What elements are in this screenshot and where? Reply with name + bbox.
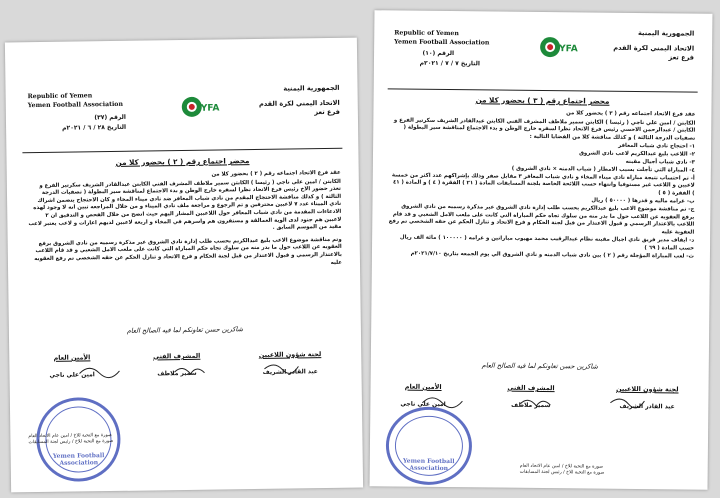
signature-secretary: الأمين العام امين علي ناجي	[49, 353, 95, 379]
handwritten-signatures-icon	[69, 358, 309, 379]
handwritten-signatures-icon	[410, 391, 660, 412]
body-paragraph: عقد فرع الاتحاد اجتماعه رقم ( ٢ ) بحضور كلا من	[211, 169, 341, 178]
reference-number: الرقم (١٠)	[422, 49, 455, 58]
signature-committee: لجنة شؤون اللاعبين عبد القادر الشريف	[258, 350, 322, 376]
document-body	[27, 170, 342, 272]
document-title: محضر اجتماع رقم ( ٣ ) بحضور كلا من	[475, 95, 610, 106]
document-title: محضر اجتماع رقم ( ٢ ) بحضور كلا من	[115, 156, 250, 167]
document-date: التاريخ ٧ / ٧ / ٢٠٢١م	[419, 59, 480, 68]
signature-secretary: الأمين العام امين علي ناجي	[400, 382, 446, 409]
svg-text:YFA: YFA	[559, 44, 578, 55]
body-paragraph: وتم مناقشة موضوع الاعب بليغ عبدالكريم بحسب طلب إدارة نادي الشروق عبر مذكرة رسميه من نادي الشروق برفع العقوبه عن اللاعب حول ما بدر منه من سلوك تجاه حكم المباراة التي كانت على ملعب الامل الشعبي و قد قام اللاعب بالاعتذار الرسمي و قبول الاعتذار من قبل لجنة الحكام و فرع الاتحاد و تنازل الحكم عن حقه الشخصي تم رفع العقوبه عليه	[34, 236, 343, 266]
list-item: ٤- المباراة التي تأجلت بسبب الامطار ( شباب الدمنه × نادي الشروق )	[511, 165, 695, 174]
signature-committee: لجنة شؤون اللاعبين عبد القادر الشريف	[616, 384, 679, 411]
body-paragraph: الكابتن / امين علي ناجي ( رئيسا ) الكابتن سمير ملاطف المشرف الفني الكابتن عبدالقادر الشريف سكرتير الفرع و الكابتن / عبدالرحمن الاحسي رئيس فرع الاتحاد نظرا لسفره خارج الوطن و بدء الاجتماع لمناقشة سير البطولة ( تصفيات الدرجة الثالثة ) و كذلك مناقشة كلا من القضايا التالية :	[393, 117, 696, 142]
signature-technical: المشرف الفني سمير ملاطف	[153, 351, 201, 378]
arabic-header: الجمهورية اليمنية الاتحاد اليمني لكرة القدم فرع تعز	[613, 29, 695, 62]
document-date: التاريخ ٢٨ / ٦ / ٢٠٢١م	[62, 123, 127, 132]
list-item: د- ايقاف مدير فريق نادي اجيال مقبنه نظام عبدالرقيب محمد مهيوب مباراتين و غرامه ( ١٠٠٠٠٠ ) مائة الف ريال حسب المادة ( ٦٩ )	[399, 234, 695, 252]
arabic-header: الجمهورية اليمنية الاتحاد اليمني لكرة القدم فرع تعز	[258, 83, 340, 117]
letter-page-left	[5, 38, 363, 493]
official-stamp-icon: Yemen Football Association	[386, 406, 473, 485]
reference-number: الرقم (٣٧)	[94, 113, 126, 122]
carbon-copy-list: صورة مع التحية للاخ / امين عام الاتحاد العام صورة مع التحية للاخ / رئيس لجنة المسابقات	[28, 433, 114, 446]
svg-text:YFA: YFA	[200, 103, 220, 114]
agenda-list	[388, 141, 695, 261]
header-divider	[22, 148, 342, 153]
body-paragraph: عقد فرع الاتحاد اجتماعه رقم ( ٣ ) بحضور كلا من	[566, 110, 696, 118]
document-body	[388, 108, 696, 261]
list-item: ث- لعب المباراة المؤجلة رقم ( ٢ ) بين نادي شباب الدمنه و نادي الشروق الي يوم الجمعه بتاريخ ٢٠٢١/٧/١٠م	[410, 250, 694, 260]
list-item: أ- تم احتساب نتيجة مباراة نادي ميناء المخاء و نادي شباب المعافر ٣ مقابل صفر وذلك بإشراكهم عدد اكثر من خمسة لاعبين و اللاعب غير مستوفيا وانتهاء حسب اللائحة الخاصة بلجنة المسابقات المادة ( ٢١ ) الفقرة ( ٤ ) و المادة ( ٤١ ) الفقرة ( ٥ )	[391, 171, 695, 197]
yfa-logo-icon	[181, 92, 220, 122]
body-paragraph: الكابتن / امين علي ناجي ( رئيسا ) الكابتن سمير ملاطف المشرف الفني الكابتن عبدالقادر الشريف سكرتير الفرع و تعذر حضور الاخ رئيس فرع الاتحاد نظرا لسفره خارج الوطن و بدء الاجتماع لمناقشة سير البطولة ( تصفيات الدرجة الثالثة ) و كذلك مناقشة الاحتجاج المقدم من نادي شباب المعافر ضد نادي ميناء المخاء و كان الاحتجاج يتضمن اشراك نادي الميناء عدد ٧ لاعبين محترفين و تم الرجوع و مراجعة ملف نادي الميناء و من خلال المراجعه تبين انه لا وجود لهذه الادعاءات المقدمة من نادي شباب المعافر حول اللاعبين المشار اليهم حيث اتضح من خلال الفحص و التدقيق ان ٢ لاعبين هم جنود لدى الوية العمالقة و مستقرون هم واسرهم في المخاء و اربعة لاعبين لديهم اعارات و لاعب يعتبر لاعب مقيد من الموسم السابق .	[28, 178, 342, 231]
english-header: Republic of Yemen Yemen Football Association	[27, 92, 123, 110]
header-divider	[388, 88, 698, 92]
signature-technical: المشرف الفني سمير ملاطف	[507, 383, 555, 410]
list-item: ب- غرامه ماليه و قدرها ( ٥٠٠٠٠ ) ريال	[591, 197, 695, 205]
yfa-logo-icon	[539, 32, 578, 62]
list-item: ٢- اللاعب بليغ عبدالكريم لاعب نادي الشروق	[579, 150, 696, 158]
list-item: ٣- نادي شباب أجيال مقبنه	[625, 158, 695, 166]
letter-page-right	[370, 10, 713, 490]
closing-regards: شاكرين حسن تعاونكم لما فيه الصالح العام	[126, 325, 244, 335]
list-item: ج- تم مناقشة موضوع الاعب بليغ عبدالكريم بحسب طلب إدارة نادي الشروق عبر مذكرة رسميه من نادي الشروق برفع العقوبه عن اللاعب حول ما بدر منه من سلوك تجاه حكم المباراة التي كانت على ملعب الامل الشعبي و قد قام اللاعب بالاعتذار الرسمي و قبول الاعتذار من قبل لجنة الحكام و فرع الاتحاد و تنازل الحكم عن حقه الشخصي تم رفع العقوبة عليه	[388, 203, 695, 236]
list-item: ١- احتجاج نادي شباب المعافر	[618, 143, 696, 150]
english-header: Republic of Yemen Yemen Football Association	[394, 29, 490, 47]
official-stamp-icon: Yemen Football Association	[36, 397, 121, 482]
closing-regards: شاكرين حسن تعاونكم لما فيه الصالح العام	[481, 361, 598, 371]
carbon-copy-list: صورة مع التحية للاخ / امين عام الاتحاد العام صورة مع التحية للاخ / رئيس لجنة المسابقات	[519, 463, 605, 477]
